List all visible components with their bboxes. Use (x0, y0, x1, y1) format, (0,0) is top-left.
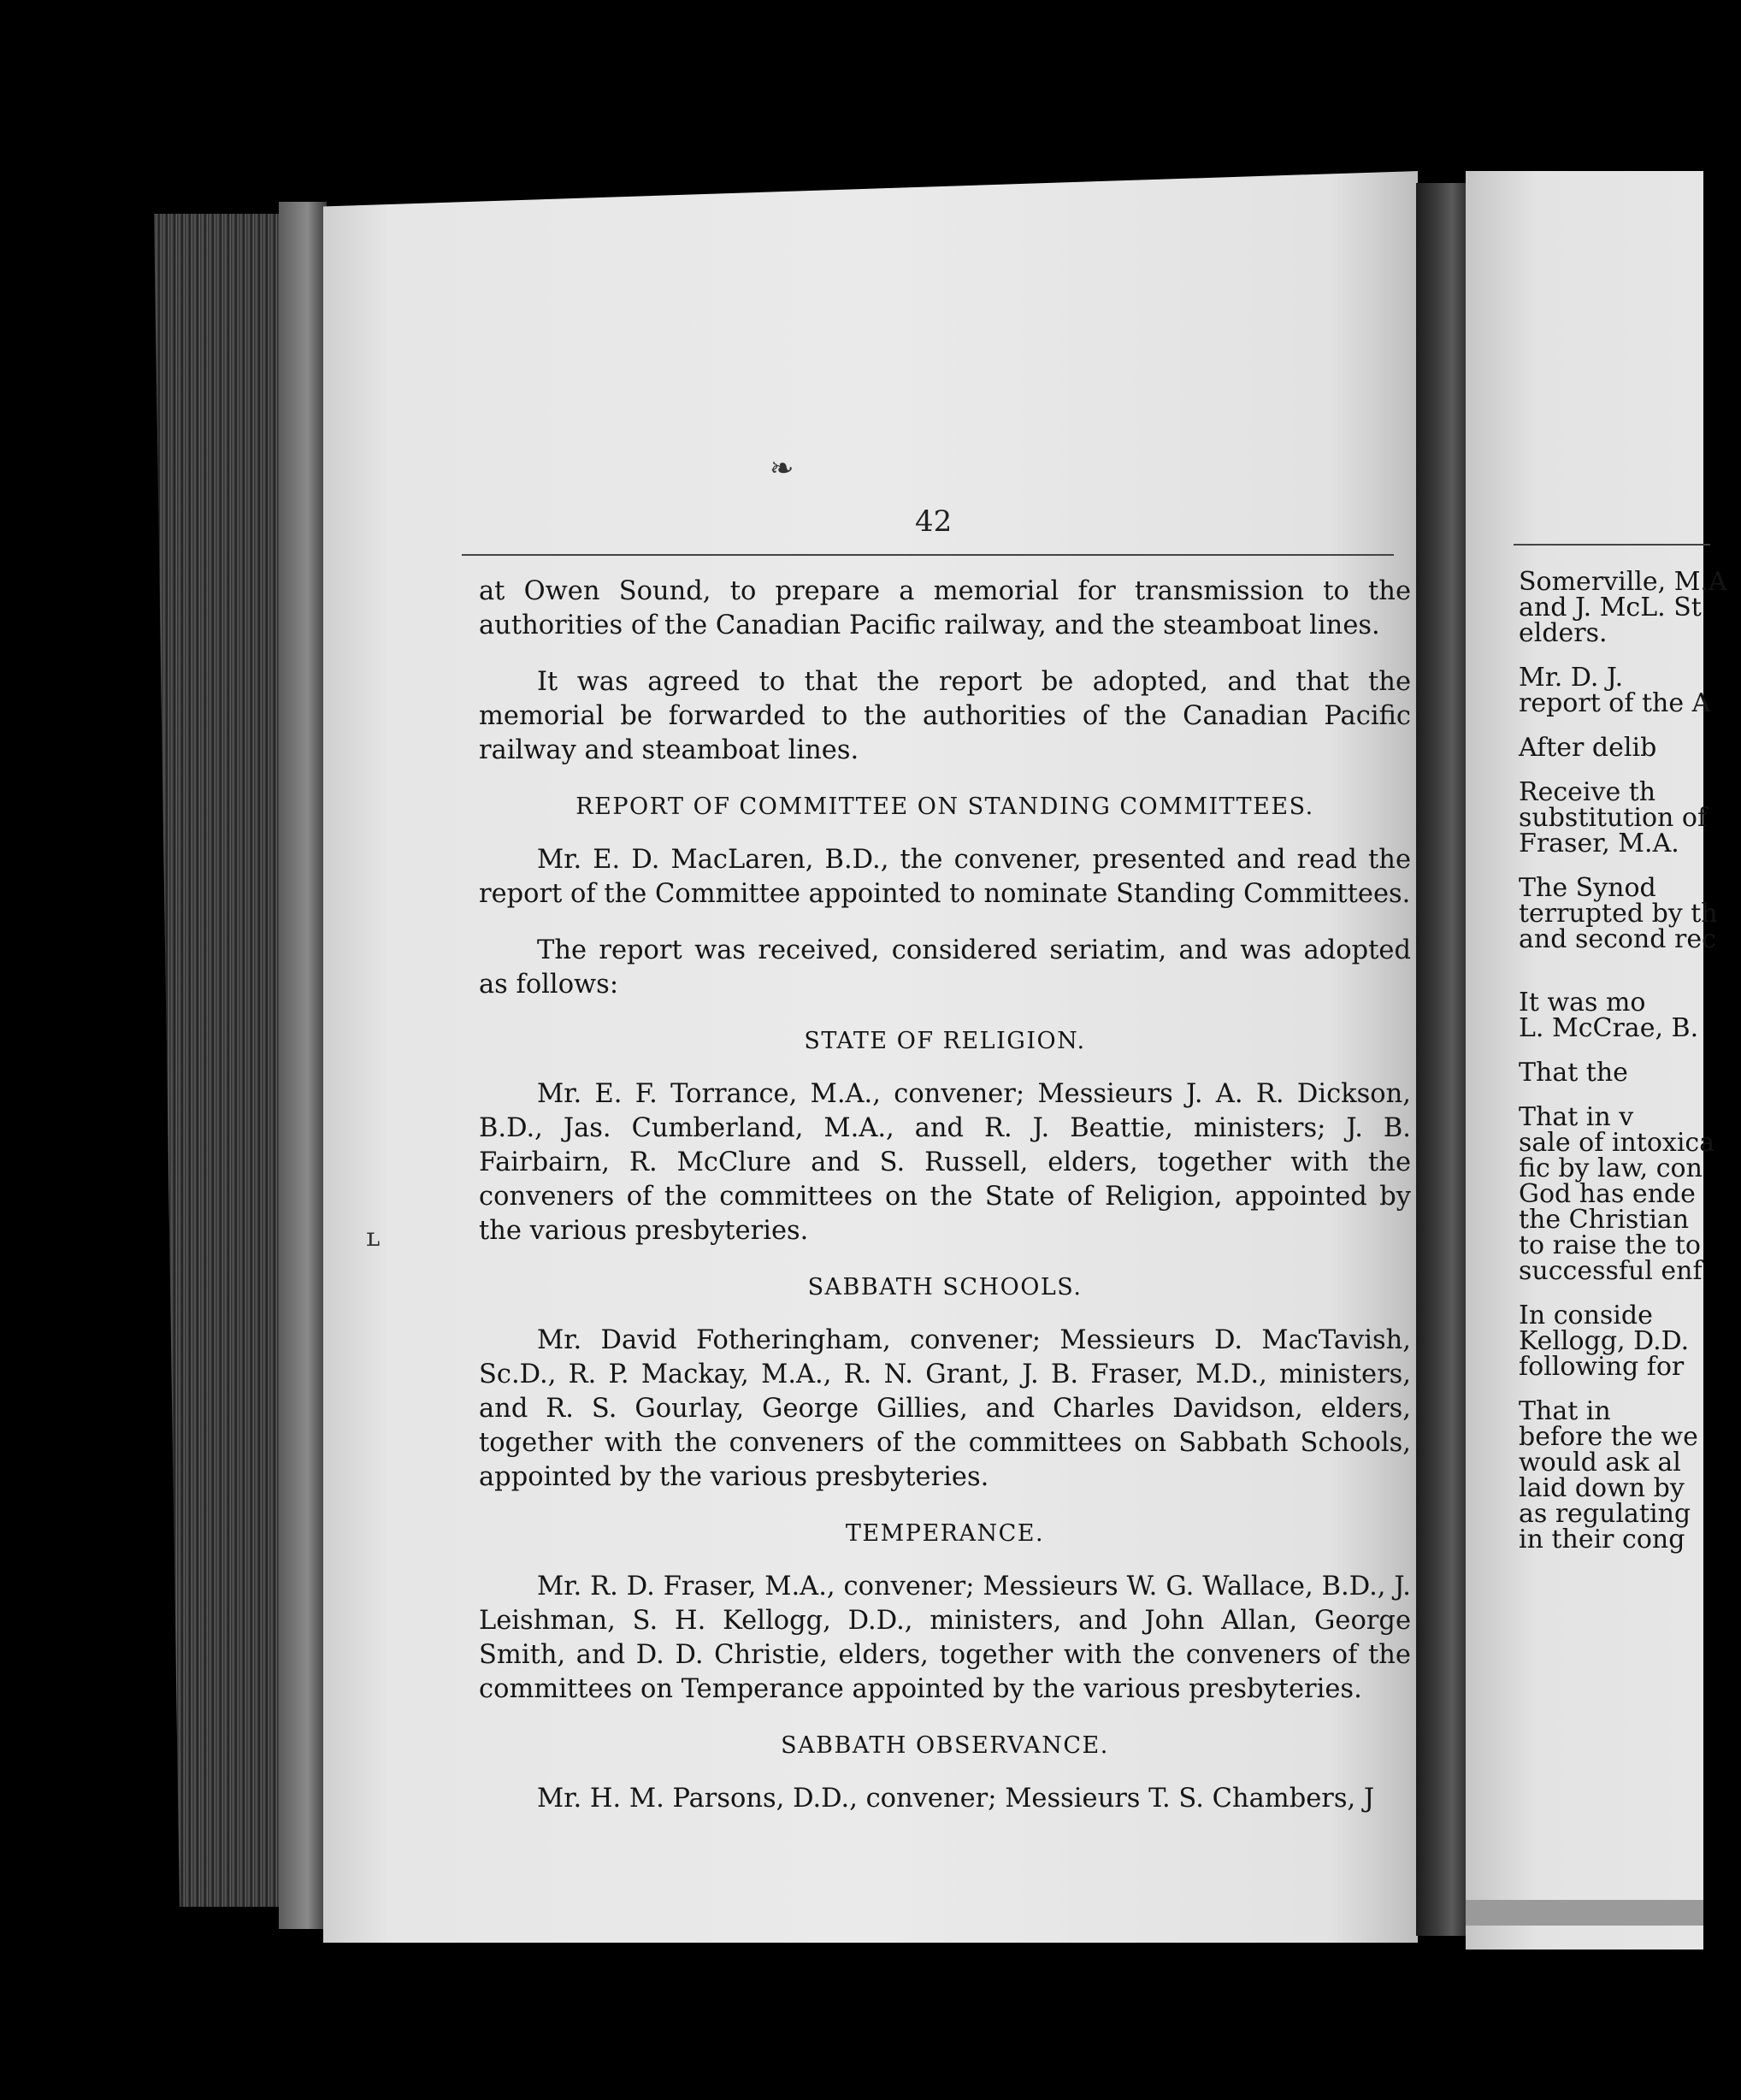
page-edge-shadow (279, 202, 327, 1929)
right-page-line: After delib (1519, 733, 1657, 763)
book-gutter (1416, 183, 1467, 1936)
right-page-line: Kellogg, D.D. (1519, 1326, 1690, 1356)
book-page-edges (154, 214, 282, 1907)
right-page-line: It was mo (1519, 988, 1646, 1018)
heading-sabbath-observance: SABBATH OBSERVANCE. (781, 1732, 1109, 1759)
paragraph-adoption: It was agreed to that the report be adopted, and that the memorial be forwarded to the authorities of the Canadian Pacific railway and steamboat lines. (479, 667, 1411, 765)
right-page-gap (1519, 953, 1741, 971)
right-page-line: That in (1519, 1396, 1611, 1426)
right-page-line: elders. (1519, 618, 1608, 648)
right-page-line: That the (1519, 1058, 1628, 1088)
right-page-line: as regulating (1519, 1499, 1691, 1529)
heading-standing-committees: REPORT OF COMMITTEE ON STANDING COMMITTEES. (575, 793, 1314, 820)
right-page-line: Mr. D. J. (1519, 663, 1624, 693)
right-page-line: terrupted by th (1519, 899, 1718, 929)
right-page-line: before the we (1519, 1422, 1698, 1452)
right-page-line: the Christian (1519, 1205, 1690, 1235)
right-page-line: Somerville, M.A (1519, 567, 1727, 597)
header-rule (462, 554, 1394, 556)
right-page-text-fragments (1519, 569, 1741, 1553)
right-page-line: God has ende (1519, 1179, 1696, 1209)
paragraph-report-received: The report was received, considered seriatim, and was adopted as follows: (479, 935, 1411, 1000)
paragraph-continuation: at Owen Sound, to prepare a memorial for transmission to the authorities of the Canadian Pacific railway, and the steamboat lines. (479, 576, 1411, 640)
right-page-line: That in v (1519, 1102, 1634, 1132)
heading-state-of-religion: STATE OF RELIGION. (804, 1028, 1086, 1054)
right-page-line: Receive th (1519, 777, 1656, 807)
paragraph-state-of-religion: Mr. E. F. Torrance, M.A., convener; Messieurs J. A. R. Dickson, B.D., Jas. Cumberland, M.A., and R. J. Beattie, ministers; J. B. Fairbairn, R. McClure and S. Russell, elders, together with the conveners of the committees on the State of Religion, appointed by the various presbyteries. (479, 1079, 1411, 1246)
right-page-line: fic by law, con (1519, 1153, 1703, 1183)
right-page-line: In conside (1519, 1301, 1653, 1330)
right-page-line: Fraser, M.A. (1519, 829, 1679, 858)
right-page-line: to raise the to (1519, 1230, 1701, 1260)
right-page-line: and second rec (1519, 924, 1716, 954)
heading-temperance: TEMPERANCE. (845, 1520, 1045, 1547)
paragraph-sabbath-observance: Mr. H. M. Parsons, D.D., convener; Messieurs T. S. Chambers, J (537, 1784, 1375, 1814)
right-page-line: would ask al (1519, 1448, 1681, 1478)
right-page-bottom-edge (1466, 1900, 1703, 1926)
right-page-line: laid down by (1519, 1473, 1685, 1503)
right-page-header-rule (1514, 544, 1710, 546)
right-page-line: following for (1519, 1352, 1685, 1382)
ink-blot-mark: ❧ (770, 451, 794, 486)
right-page-line: The Synod (1519, 873, 1656, 903)
page-number: 42 (915, 504, 953, 539)
right-page-line: L. McCrae, B. (1519, 1013, 1699, 1043)
right-page-line: report of the A (1519, 688, 1711, 718)
right-page-line: successful enf (1519, 1256, 1703, 1286)
right-page-line: and J. McL. St (1519, 593, 1702, 622)
paragraph-maclaren-report: Mr. E. D. MacLaren, B.D., the convener, presented and read the report of the Committee appointed to nominate Standing Committees. (479, 845, 1411, 909)
main-text-block (479, 575, 1411, 1838)
paragraph-sabbath-schools: Mr. David Fotheringham, convener; Messieurs D. MacTavish, Sc.D., R. P. Mackay, M.A., R. N. Grant, J. B. Fraser, M.D., ministers, and R. S. Gourlay, George Gillies, and Charles Davidson, elders, together with the conveners of the committees on Sabbath Schools, appointed by the various presbyteries. (479, 1325, 1411, 1492)
right-page-line: substitution of (1519, 803, 1708, 833)
right-page-line: in their cong (1519, 1525, 1685, 1554)
paragraph-temperance: Mr. R. D. Fraser, M.A., convener; Messieurs W. G. Wallace, B.D., J. Leishman, S. H. Kellogg, D.D., ministers, and John Allan, George Smith, and D. D. Christie, elders, together with the conveners of the committees on Temperance appointed by the various presbyteries. (479, 1572, 1411, 1704)
right-page-line: sale of intoxica (1519, 1128, 1715, 1158)
margin-mark: ʟ (366, 1223, 381, 1253)
heading-sabbath-schools: SABBATH SCHOOLS. (807, 1274, 1083, 1301)
